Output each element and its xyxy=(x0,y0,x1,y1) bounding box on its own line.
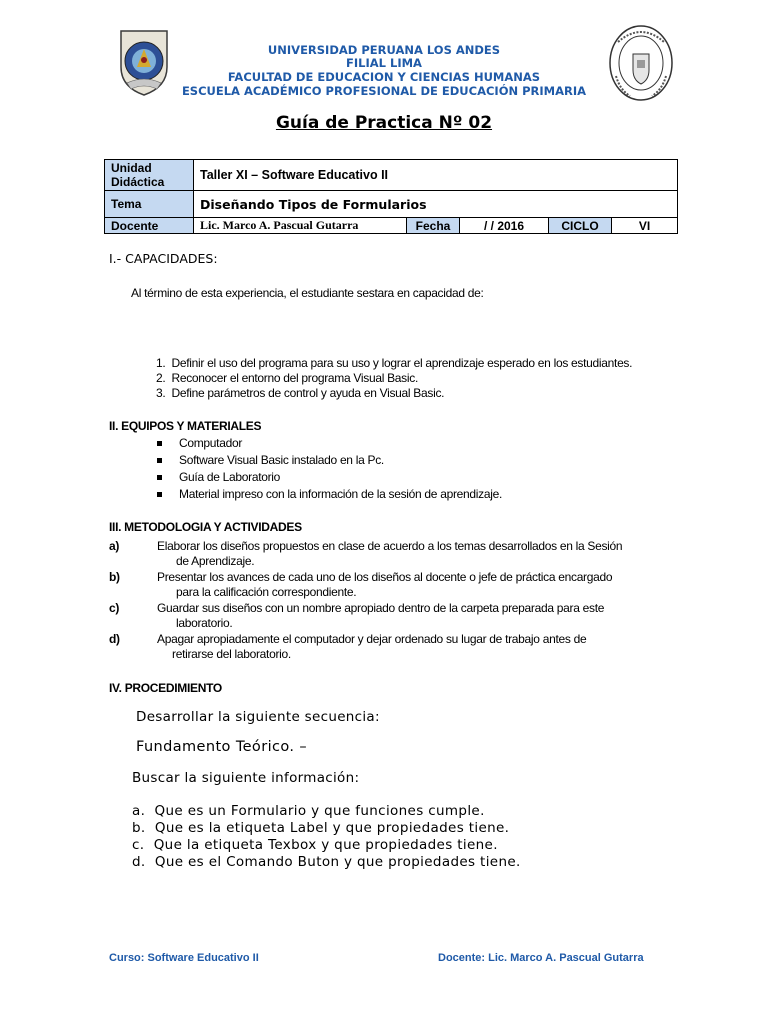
equipo-item: Software Visual Basic instalado en la Pc. xyxy=(157,453,384,467)
activity-letter: b) xyxy=(109,570,120,584)
capacidad-item: 3. Define parámetros de control y ayuda en Visual Basic. xyxy=(156,386,445,400)
university-name: UNIVERSIDAD PERUANA LOS ANDES xyxy=(267,43,501,57)
unidad-label: Unidad Didáctica xyxy=(105,160,194,191)
activity-text-cont: de Aprendizaje. xyxy=(176,554,255,568)
equipo-item: Computador xyxy=(157,436,242,450)
fundamento-heading: Fundamento Teórico. – xyxy=(136,739,308,755)
question-item: c. Que la etiqueta Texbox y que propiedades tiene. xyxy=(132,837,498,853)
activity-text: Presentar los avances de cada uno de los diseños al docente o jefe de práctica encargado xyxy=(157,570,613,584)
page-title: Guía de Practica Nº 02 xyxy=(275,113,493,133)
ciclo-label: CICLO xyxy=(549,218,612,234)
activity-text: Apagar apropiadamente el computador y dejar ordenado su lugar de trabajo antes de xyxy=(157,632,587,646)
capacidades-intro: Al término de esta experiencia, el estudiante sestara en capacidad de: xyxy=(131,286,484,300)
school-name: ESCUELA ACADÉMICO PROFESIONAL DE EDUCACIÓN PRIMARIA xyxy=(181,84,587,98)
activity-letter: d) xyxy=(109,632,120,646)
unidad-value: Taller XI – Software Educativo II xyxy=(194,160,678,191)
buscar-text: Buscar la siguiente información: xyxy=(132,770,360,786)
bullet-icon xyxy=(157,492,162,497)
equipo-item: Material impreso con la información de la sesión de aprendizaje. xyxy=(157,487,502,501)
bullet-icon xyxy=(157,475,162,480)
activity-text: Guardar sus diseños con un nombre apropiado dentro de la carpeta preparada para este xyxy=(157,601,605,615)
question-item: b. Que es la etiqueta Label y que propiedades tiene. xyxy=(132,820,510,836)
course-info-table xyxy=(104,159,678,234)
fecha-value: / / 2016 xyxy=(460,218,549,234)
footer-teacher: Docente: Lic. Marco A. Pascual Gutarra xyxy=(438,952,644,964)
activity-text-cont: laboratorio. xyxy=(176,616,233,630)
capacidad-item: 1. Definir el uso del programa para su uso y lograr el aprendizaje esperado en los estudiantes. xyxy=(156,356,633,370)
section-equipos-heading: II. EQUIPOS Y MATERIALES xyxy=(109,419,262,433)
section-metodologia-heading: III. METODOLOGIA Y ACTIVIDADES xyxy=(109,520,302,534)
branch-name: FILIAL LIMA xyxy=(346,56,422,70)
bullet-icon xyxy=(157,441,162,446)
docente-value: Lic. Marco A. Pascual Gutarra xyxy=(194,218,407,234)
docente-label: Docente xyxy=(105,218,194,234)
activity-text-cont: retirarse del laboratorio. xyxy=(172,647,291,661)
bullet-icon xyxy=(157,458,162,463)
tema-value: Diseñando Tipos de Formularios xyxy=(194,191,678,218)
ciclo-value: VI xyxy=(612,218,678,234)
question-item: d. Que es el Comando Buton y que propiedades tiene. xyxy=(132,854,521,870)
sequence-text: Desarrollar la siguiente secuencia: xyxy=(136,709,380,725)
footer-course: Curso: Software Educativo II xyxy=(109,952,259,964)
activity-text-cont: para la calificación correspondiente. xyxy=(176,585,357,599)
activity-letter: c) xyxy=(109,601,120,615)
faculty-name: FACULTAD DE EDUCACION Y CIENCIAS HUMANAS xyxy=(227,70,541,84)
capacidad-item: 2. Reconocer el entorno del programa Visual Basic. xyxy=(156,371,418,385)
activity-letter: a) xyxy=(109,539,120,553)
equipo-item: Guía de Laboratorio xyxy=(157,470,280,484)
section-procedimiento-heading: IV. PROCEDIMIENTO xyxy=(109,681,222,695)
activity-text: Elaborar los diseños propuestos en clase de acuerdo a los temas desarrollados en la Sesión xyxy=(157,539,623,553)
tema-label: Tema xyxy=(105,191,194,218)
fecha-label: Fecha xyxy=(407,218,460,234)
question-item: a. Que es un Formulario y que funciones cumple. xyxy=(132,803,485,819)
section-capacidades-heading: I.- CAPACIDADES: xyxy=(109,251,218,266)
